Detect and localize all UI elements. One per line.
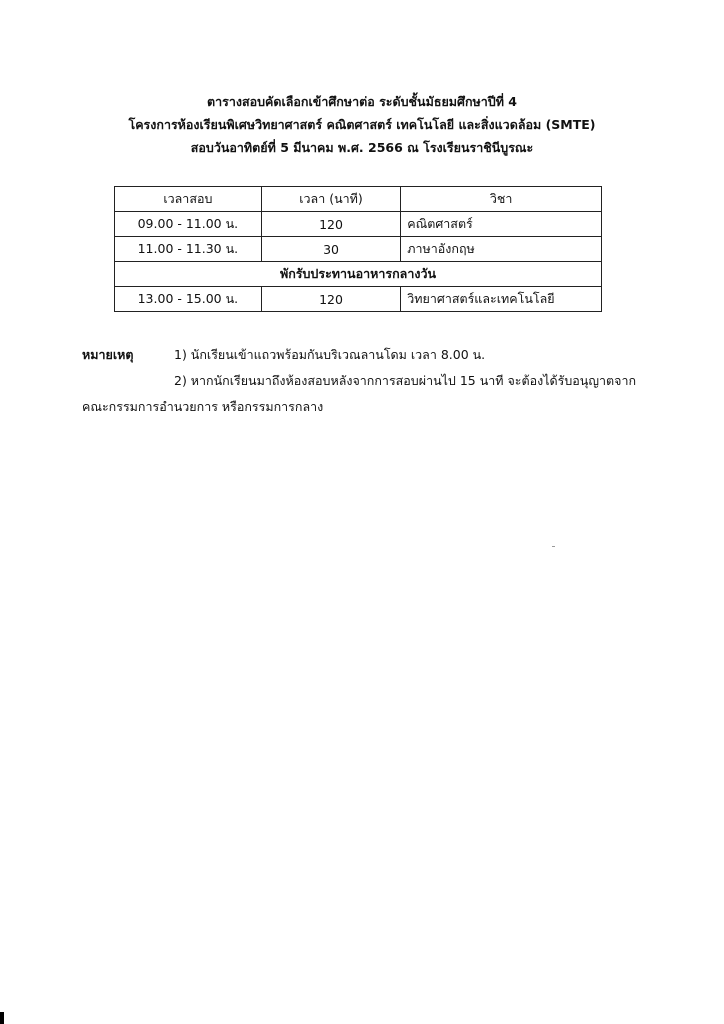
exam-time-cell: 11.00 - 11.30 น. xyxy=(115,237,262,262)
column-header-exam-time: เวลาสอบ xyxy=(115,187,262,212)
exam-time-cell: 09.00 - 11.00 น. xyxy=(115,212,262,237)
document-title: ตารางสอบคัดเลือกเข้าศึกษาต่อ ระดับชั้นมัธยมศึกษาปีที่ 4 xyxy=(206,94,518,109)
note-item-1: 1) นักเรียนเข้าแถวพร้อมกันบริเวณลานโดม เวลา 8.00 น. xyxy=(174,347,486,362)
table-row xyxy=(115,237,602,262)
exam-time-cell: 13.00 - 15.00 น. xyxy=(115,287,262,312)
scan-edge-mark xyxy=(0,1012,4,1024)
table-row xyxy=(115,212,602,237)
subject-cell: ภาษาอังกฤษ xyxy=(401,237,602,262)
duration-cell: 120 xyxy=(261,287,401,312)
exam-date-location: สอบวันอาทิตย์ที่ 5 มีนาคม พ.ศ. 2566 ณ โรงเรียนราชินีบูรณะ xyxy=(190,140,534,155)
lunch-break-row xyxy=(115,262,602,287)
table-header-row xyxy=(115,187,602,212)
lunch-break-cell: พักรับประทานอาหารกลางวัน xyxy=(115,262,602,287)
note-row-1 xyxy=(82,342,642,368)
scan-speck xyxy=(552,546,555,547)
document-header xyxy=(0,90,724,159)
subject-cell: วิทยาศาสตร์และเทคโนโลยี xyxy=(401,287,602,312)
note-row-3 xyxy=(82,394,642,420)
column-header-subject: วิชา xyxy=(401,187,602,212)
column-header-duration: เวลา (นาที) xyxy=(261,187,401,212)
exam-schedule-table xyxy=(114,186,602,312)
table-row xyxy=(115,287,602,312)
duration-cell: 30 xyxy=(261,237,401,262)
notes-section xyxy=(82,342,642,420)
note-item-2-continuation: คณะกรรมการอำนวยการ หรือกรรมการกลาง xyxy=(82,399,324,414)
note-item-2: 2) หากนักเรียนมาถึงห้องสอบหลังจากการสอบผ่านไป 15 นาที จะต้องได้รับอนุญาตจาก xyxy=(174,373,637,388)
notes-label: หมายเหตุ xyxy=(82,347,134,362)
duration-cell: 120 xyxy=(261,212,401,237)
note-row-2 xyxy=(82,368,642,394)
subject-cell: คณิตศาสตร์ xyxy=(401,212,602,237)
project-name: โครงการห้องเรียนพิเศษวิทยาศาสตร์ คณิตศาสตร์ เทคโนโลยี และสิ่งแวดล้อม (SMTE) xyxy=(128,117,596,132)
